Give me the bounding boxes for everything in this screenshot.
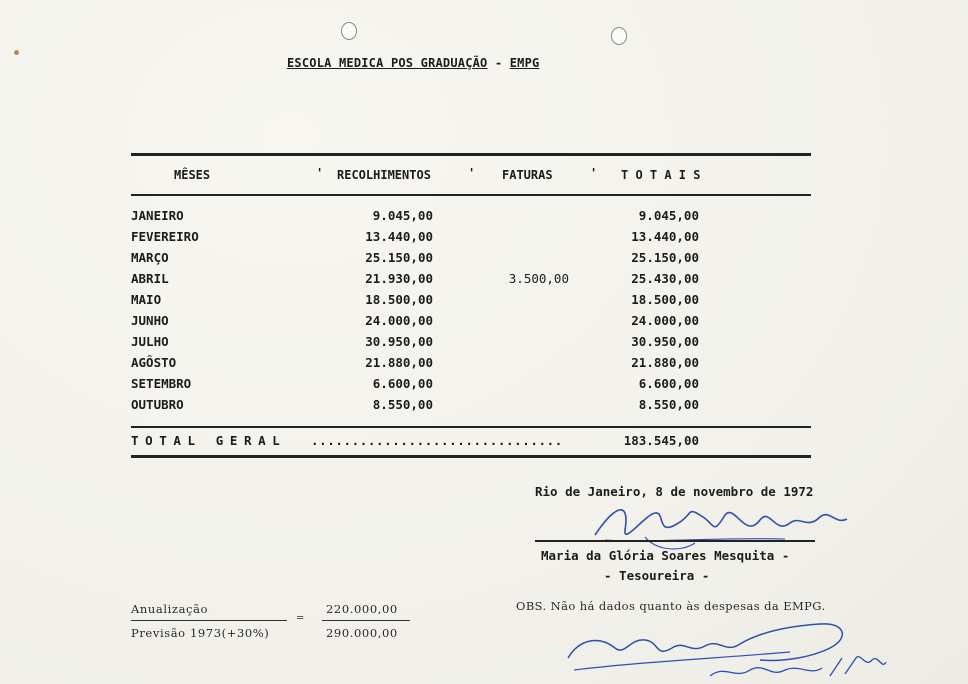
- cell-totais: 18.500,00: [631, 292, 699, 307]
- cell-month: SETEMBRO: [131, 376, 192, 391]
- column-header-recolhimentos: RECOLHIMENTOS: [337, 168, 431, 182]
- table-row: [131, 313, 811, 334]
- cell-totais: 25.150,00: [631, 250, 699, 265]
- cell-recolhimentos: 8.550,00: [372, 397, 433, 412]
- table-row: [131, 397, 811, 418]
- column-separator: ': [590, 166, 598, 180]
- cell-totais: 21.880,00: [631, 355, 699, 370]
- table-body: [131, 208, 811, 418]
- punch-hole-icon: [611, 27, 627, 45]
- title-acronym: EMPG: [509, 56, 540, 70]
- observation-note: OBS. Não há dados quanto às despesas da EMPG.: [516, 599, 826, 613]
- grand-total-label: TOTAL GERAL: [131, 433, 287, 448]
- cell-month: JANEIRO: [131, 208, 184, 223]
- column-header-meses: MÊSES: [174, 168, 211, 182]
- cell-totais: 30.950,00: [631, 334, 699, 349]
- cell-recolhimentos: 9.045,00: [372, 208, 433, 223]
- grand-total-value: 183.545,00: [623, 433, 699, 448]
- fraction-line: [131, 620, 287, 621]
- cell-recolhimentos: 24.000,00: [365, 313, 433, 328]
- cell-month: ABRIL: [131, 271, 169, 286]
- cell-recolhimentos: 25.150,00: [365, 250, 433, 265]
- place-and-date: Rio de Janeiro, 8 de novembro de 1972: [535, 484, 814, 499]
- annualization-value: 220.000,00: [326, 602, 398, 616]
- table-row: [131, 334, 811, 355]
- table-top-rule: [131, 153, 811, 156]
- grand-total-leader-dots: ...............................: [311, 433, 563, 448]
- signatory-name: Maria da Glória Soares Mesquita -: [541, 548, 790, 563]
- cell-month: JULHO: [131, 334, 169, 349]
- cell-recolhimentos: 21.880,00: [365, 355, 433, 370]
- document-title: [287, 56, 539, 70]
- cell-totais: 25.430,00: [631, 271, 699, 286]
- cell-month: FEVEREIRO: [131, 229, 199, 244]
- cell-totais: 13.440,00: [631, 229, 699, 244]
- cell-month: AGÔSTO: [131, 355, 177, 370]
- cell-month: JUNHO: [131, 313, 169, 328]
- column-separator: ': [468, 166, 476, 180]
- table-row: [131, 355, 811, 376]
- cell-recolhimentos: 13.440,00: [365, 229, 433, 244]
- cell-month: OUTUBRO: [131, 397, 184, 412]
- table-row: [131, 376, 811, 397]
- approval-signature: [560, 618, 890, 684]
- table-row: [131, 250, 811, 271]
- column-separator: ': [316, 166, 324, 180]
- annualization-label: Anualização: [131, 602, 209, 616]
- treasurer-signature: [585, 495, 855, 555]
- signatory-role: - Tesoureira -: [604, 568, 710, 583]
- forecast-label: Previsão 1973(+30%): [131, 626, 270, 640]
- cell-recolhimentos: 18.500,00: [365, 292, 433, 307]
- cell-recolhimentos: 30.950,00: [365, 334, 433, 349]
- title-school: ESCOLA MEDICA POS GRADUAÇÃO: [287, 56, 488, 70]
- table-row: [131, 229, 811, 250]
- cell-recolhimentos: 6.600,00: [372, 376, 433, 391]
- cell-month: MAIO: [131, 292, 162, 307]
- equals-sign: =: [296, 613, 305, 624]
- cell-totais: 24.000,00: [631, 313, 699, 328]
- cell-month: MARÇO: [131, 250, 169, 265]
- column-header-faturas: FATURAS: [502, 168, 553, 182]
- table-row: [131, 292, 811, 313]
- total-top-rule: [131, 426, 811, 428]
- header-bottom-rule: [131, 194, 811, 196]
- title-separator: -: [487, 56, 510, 70]
- paper-stain: [14, 50, 19, 55]
- forecast-value: 290.000,00: [326, 626, 398, 640]
- cell-totais: 8.550,00: [638, 397, 699, 412]
- cell-recolhimentos: 21.930,00: [365, 271, 433, 286]
- cell-totais: 6.600,00: [638, 376, 699, 391]
- column-header-totais: T O T A I S: [621, 168, 701, 182]
- fraction-line: [322, 620, 410, 621]
- cell-faturas: 3.500,00: [508, 271, 569, 286]
- punch-hole-icon: [341, 22, 357, 40]
- signature-line: [535, 540, 815, 542]
- cell-totais: 9.045,00: [638, 208, 699, 223]
- table-row: [131, 271, 811, 292]
- total-bottom-rule: [131, 455, 811, 458]
- table-row: [131, 208, 811, 229]
